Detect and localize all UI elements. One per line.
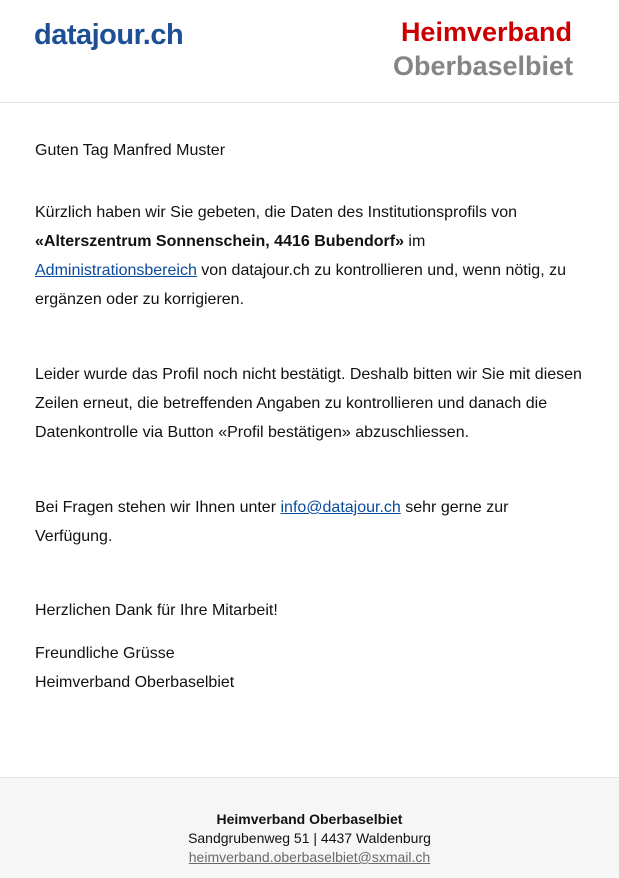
brand-name-line1: Heimverband <box>400 17 572 47</box>
footer-email <box>0 848 619 867</box>
paragraph-request-mid: im <box>403 233 426 250</box>
paragraph-reminder: Leider wurde das Profil noch nicht bestätigt. Deshalb bitten wir Sie mit diesen Zeilen erneut, die betreffenden Angaben zu kontrollieren und danach die Datenkontrolle via Button «Profil bestätigen» abzuschliessen. <box>35 366 582 441</box>
thanks-line: Herzlichen Dank für Ihre Mitarbeit! <box>35 602 278 619</box>
closing-line: Freundliche Grüsse <box>35 645 175 662</box>
datajour-logo: datajour.ch <box>34 19 184 51</box>
paragraph-contact <box>35 493 585 551</box>
signature-line: Heimverband Oberbaselbiet <box>35 674 235 691</box>
email-footer <box>0 777 619 878</box>
paragraph-request-start: Kürzlich haben wir Sie gebeten, die Daten des Institutionsprofils von <box>35 204 518 221</box>
administration-link[interactable]: Administrationsbereich <box>35 262 197 279</box>
footer-email-link[interactable]: heimverband.oberbaselbiet@sxmail.ch <box>188 849 431 865</box>
paragraph-contact-end: sehr gerne zur Verfügung. <box>35 499 509 545</box>
institution-name: «Alterszentrum Sonnenschein, 4416 Bubendorf» <box>35 233 404 250</box>
brand-name-line2: Oberbaselbiet <box>393 51 574 81</box>
footer-org-name: Heimverband Oberbaselbiet <box>216 811 403 827</box>
paragraph-request <box>35 198 585 314</box>
info-email-link[interactable]: info@datajour.ch <box>280 499 401 516</box>
paragraph-request-end: von datajour.ch zu kontrollieren und, wenn nötig, zu ergänzen oder zu korrigieren. <box>35 262 566 308</box>
footer-address: Sandgrubenweg 51 | 4437 Waldenburg <box>188 830 431 846</box>
greeting: Guten Tag Manfred Muster <box>35 142 226 159</box>
email-header <box>0 0 619 103</box>
paragraph-contact-start: Bei Fragen stehen wir Ihnen unter <box>35 499 281 516</box>
